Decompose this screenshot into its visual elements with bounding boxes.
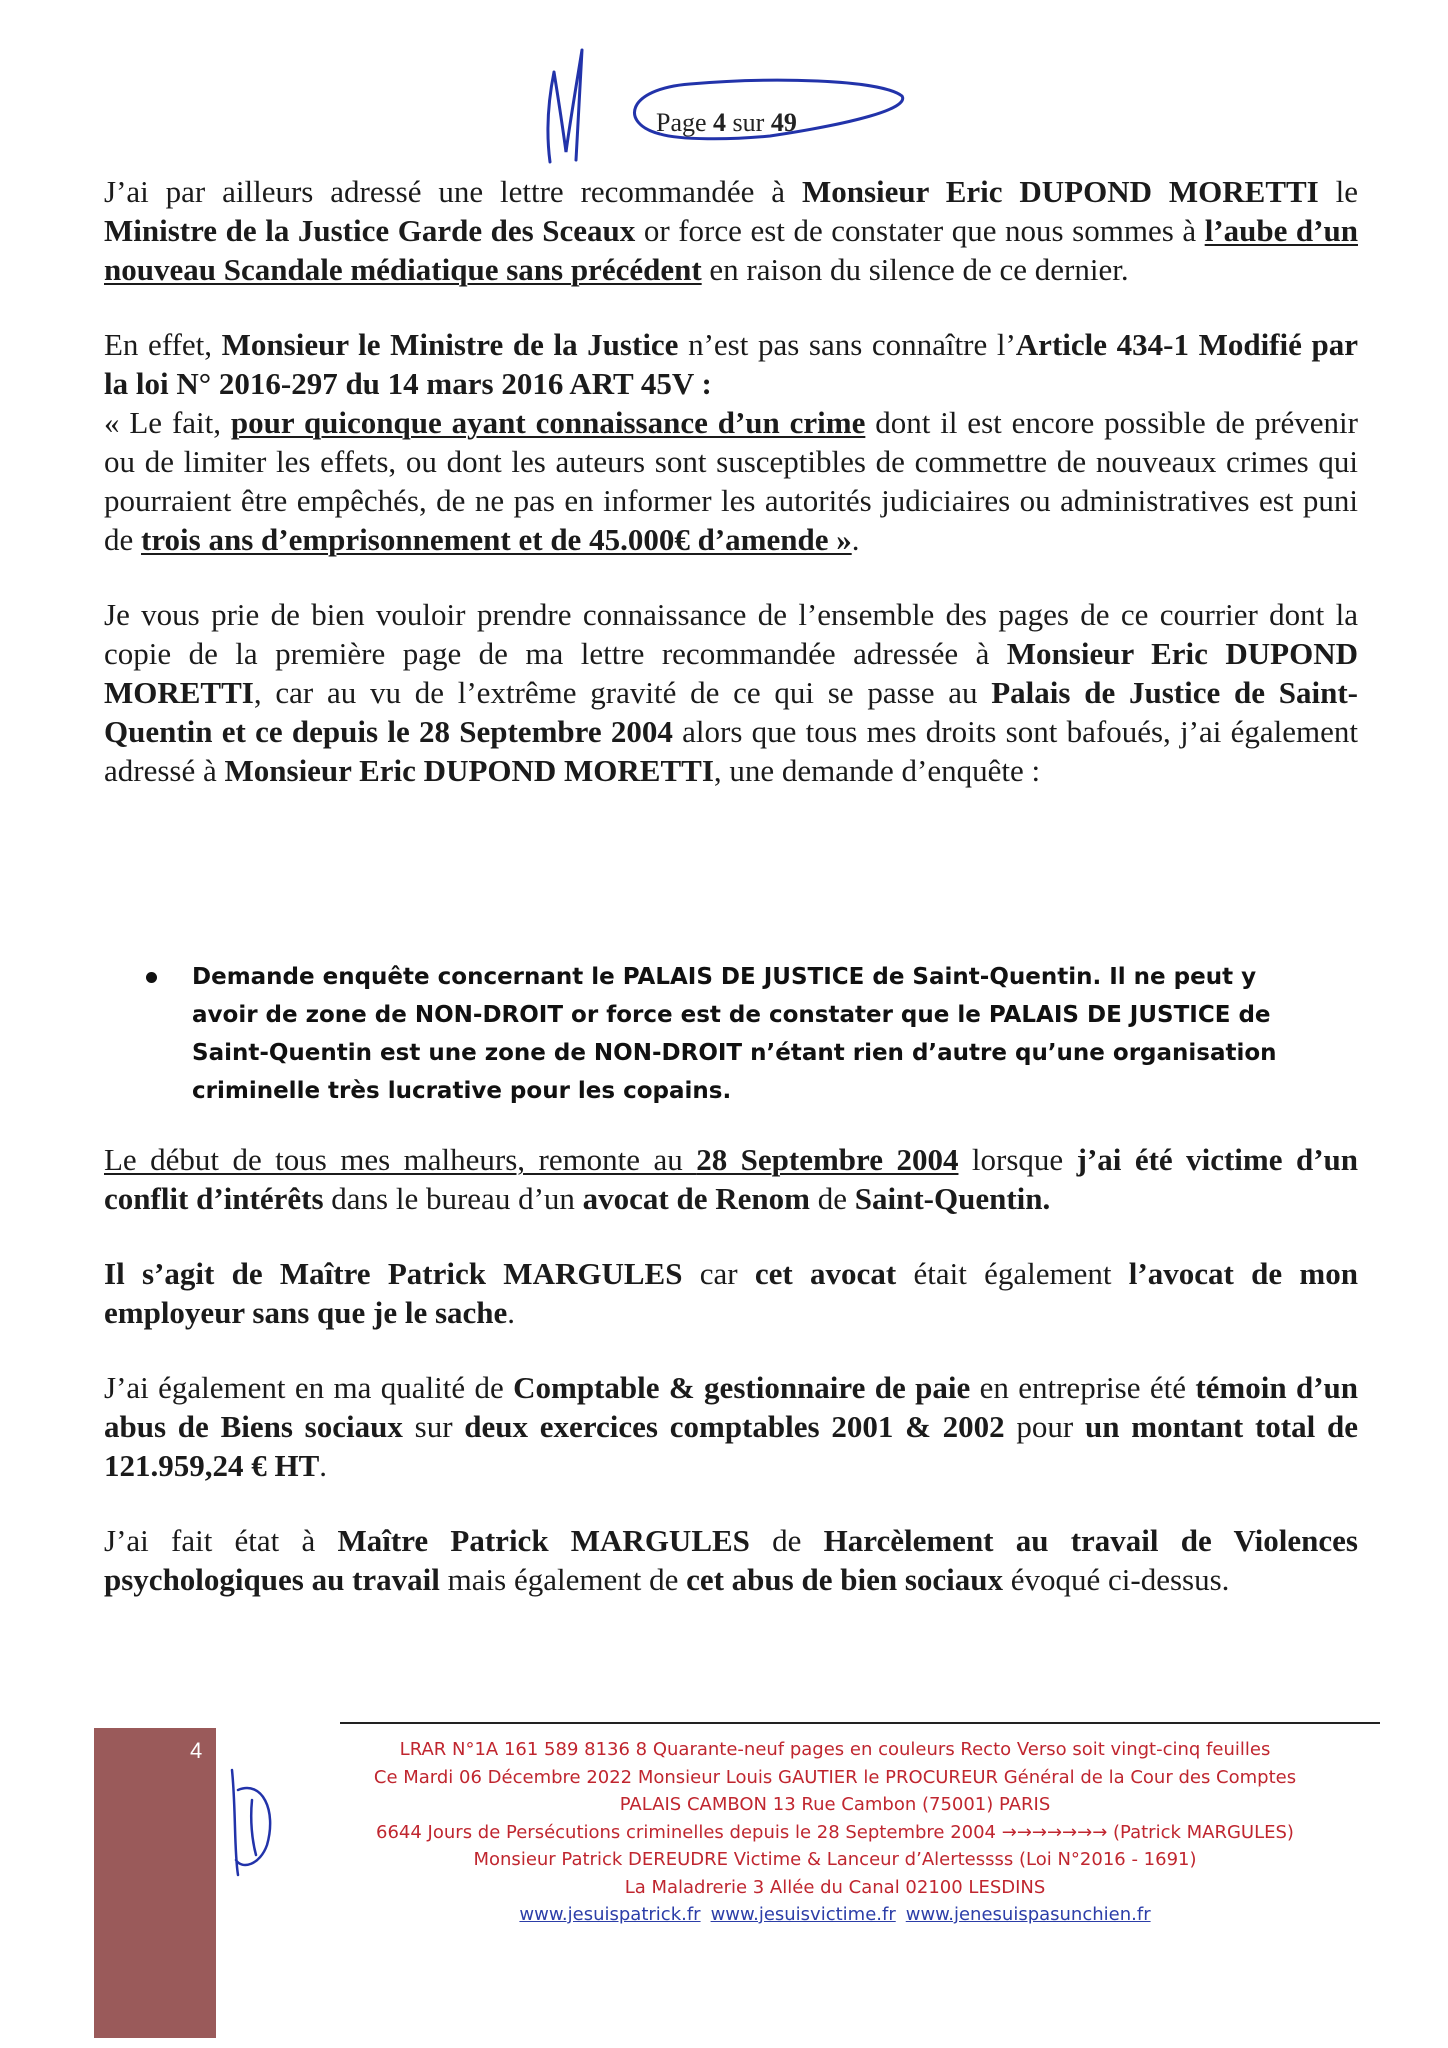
page-mid: sur <box>732 108 765 137</box>
bullet-text: Demande enquête concernant le PALAIS DE JUSTICE de Saint-Quentin. Il ne peut y avoir de zone de NON-DROIT or force est de constater que le PALAIS DE JUSTICE de Saint-Quentin est une zone de NON-DROIT n’étant rien d’autre qu’une organisation criminelle très lucrative pour les copains. <box>192 964 1277 1104</box>
footer-line-1: LRAR N°1A 161 589 8136 8 Quarante-neuf pages en couleurs Recto Verso soit vingt-cinq feuilles <box>399 1739 1271 1760</box>
paragraph-5: Il s’agit de Maître Patrick MARGULES car cet avocat était également l’avocat de mon employeur sans que je le sache. <box>104 1256 1358 1330</box>
footer-line-5: Monsieur Patrick DEREUDRE Victime & Lanceur d’Alertessss (Loi N°2016 - 1691) <box>473 1849 1197 1870</box>
paragraph-1: J’ai par ailleurs adressé une lettre recommandée à Monsieur Eric DUPOND MORETTI le Ministre de la Justice Garde des Sceaux or force est de constater que nous sommes à l’aube d’un nouveau Scandale médiatique sans précédent en raison du silence de ce dernier. <box>104 174 1359 287</box>
bullet-dot-icon <box>146 972 157 983</box>
link-jesuispatrick[interactable]: www.jesuispatrick.fr <box>519 1904 701 1925</box>
paragraph-4: Le début de tous mes malheurs, remonte au 28 Septembre 2004 lorsque j’ai été victime d’un conflit d’intérêts dans le bureau d’un avocat de Renom de Saint-Quentin. <box>104 1142 1358 1216</box>
footer-signature <box>222 1760 282 1880</box>
page-prefix: Page <box>656 108 707 137</box>
letter-body-bottom <box>104 1140 1358 1635</box>
footer-links <box>290 1901 1380 1929</box>
handwritten-initials-signature <box>536 42 596 172</box>
footer-line-6: La Maladrerie 3 Allée du Canal 02100 LESDINS <box>624 1876 1046 1898</box>
paragraph-2: En effet, Monsieur le Ministre de la Justice n’est pas sans connaître l’Article 434-1 Modifié par la loi N° 2016-297 du 14 mars 2016 ART 45V : « Le fait, pour quiconque ayant connaissance d’un crime dont il est encore possible de prévenir ou de limiter les effets, ou dont les auteurs sont susceptibles de commettre de nouveaux crimes qui pourraient être empêchés, de ne pas en informer les autorités judiciaires ou administratives est puni de trois ans d’emprisonnement et de 45.000€ d’amende ». <box>104 327 1359 557</box>
paragraph-7: J’ai fait état à Maître Patrick MARGULES de Harcèlement au travail de Violences psychologiques au travail mais également de cet abus de bien sociaux évoqué ci-dessus. <box>104 1523 1358 1597</box>
page-total: 49 <box>770 108 797 137</box>
page-number <box>656 108 797 138</box>
bullet-list-item <box>146 958 1326 1110</box>
link-jesuisvictime[interactable]: www.jesuisvictime.fr <box>710 1904 896 1925</box>
footer-line-3: PALAIS CAMBON 13 Rue Cambon (75001) PARIS <box>619 1794 1051 1815</box>
letter-body-top <box>104 172 1358 826</box>
footer-line-4: 6644 Jours de Persécutions criminelles depuis le 28 Septembre 2004 →→→→→→→ (Patrick MARGULES) <box>376 1821 1294 1843</box>
footer-color-bar <box>94 1728 216 2038</box>
footer-page-number: 4 <box>190 1738 203 1763</box>
footer-text-block <box>290 1736 1380 1929</box>
paragraph-3: Je vous prie de bien vouloir prendre connaissance de l’ensemble des pages de ce courrier dont la copie de la première page de ma lettre recommandée adressée à Monsieur Eric DUPOND MORETTI, car au vu de l’extrême gravité de ce qui se passe au Palais de Justice de Saint-Quentin et ce depuis le 28 Septembre 2004 alors que tous mes droits sont bafoués, j’ai également adressé à Monsieur Eric DUPOND MORETTI, une demande d’enquête : <box>104 597 1358 788</box>
page-current: 4 <box>713 108 727 137</box>
footer-line-2: Ce Mardi 06 Décembre 2022 Monsieur Louis GAUTIER le PROCUREUR Général de la Cour des Comptes <box>373 1766 1297 1788</box>
link-jenesuispasunchien[interactable]: www.jenesuispasunchien.fr <box>905 1904 1151 1925</box>
paragraph-6: J’ai également en ma qualité de Comptable & gestionnaire de paie en entreprise été témoin d’un abus de Biens sociaux sur deux exercices comptables 2001 & 2002 pour un montant total de 121.959,24 € HT. <box>104 1370 1359 1483</box>
footer-divider <box>340 1722 1380 1724</box>
